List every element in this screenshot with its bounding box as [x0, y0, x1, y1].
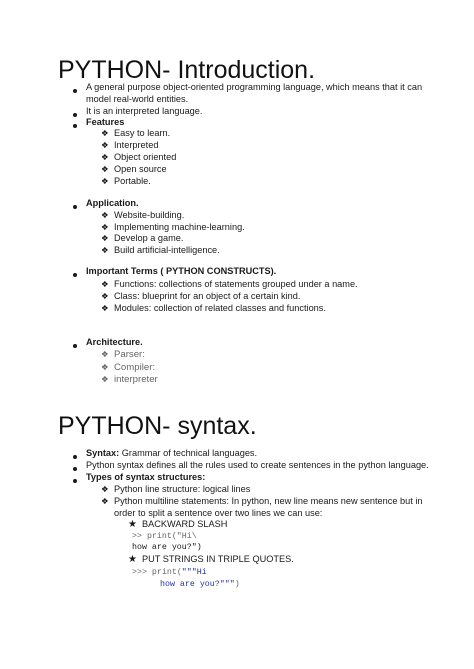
term-item: Functions: collections of statements grouped under a name. — [114, 279, 358, 289]
diamond-bullet-icon: ❖ — [101, 279, 109, 289]
diamond-bullet-icon: ❖ — [101, 496, 109, 506]
diamond-bullet-icon: ❖ — [101, 176, 109, 186]
code-function: print( — [151, 568, 182, 577]
code-prompt: >> — [132, 532, 147, 541]
diamond-bullet-icon: ❖ — [101, 140, 109, 150]
application-item: Website-building. — [114, 210, 185, 220]
diamond-bullet-icon: ❖ — [101, 222, 109, 232]
feature-item: Object oriented — [114, 152, 177, 162]
intro-bullet-1-cont: model real-world entities. — [86, 94, 189, 104]
star-bullet-icon: ★ — [128, 519, 137, 530]
bullet-icon — [73, 124, 77, 128]
triple-quotes-method-label: PUT STRINGS IN TRIPLE QUOTES. — [142, 554, 294, 564]
code-line — [132, 531, 197, 542]
bullet-icon — [73, 205, 77, 209]
code-line: how are you?") — [132, 543, 202, 552]
architecture-item: Parser: — [114, 349, 145, 360]
intro-bullet-2: It is an interpreted language. — [86, 106, 203, 116]
feature-item: Easy to learn. — [114, 128, 171, 138]
bullet-icon — [73, 467, 77, 471]
page-title-syntax: PYTHON- syntax. — [58, 412, 257, 440]
terms-label: Important Terms ( PYTHON CONSTRUCTS). — [86, 266, 277, 276]
syntax-bullet-1 — [86, 448, 257, 460]
syntax-label: Syntax: — [86, 448, 120, 458]
code-function: ) — [234, 580, 240, 589]
architecture-label: Architecture. — [86, 337, 143, 347]
bullet-icon — [73, 89, 77, 93]
bullet-icon — [73, 113, 77, 117]
feature-item: Portable. — [114, 176, 151, 186]
diamond-bullet-icon: ❖ — [101, 374, 109, 384]
diamond-bullet-icon: ❖ — [101, 128, 109, 138]
diamond-bullet-icon: ❖ — [101, 349, 109, 359]
architecture-item: Compiler: — [114, 362, 156, 373]
bullet-icon — [73, 479, 77, 483]
application-item: Develop a game. — [114, 233, 184, 243]
code-string: how are you?""" — [160, 580, 235, 589]
diamond-bullet-icon: ❖ — [101, 245, 109, 255]
term-item: Class: blueprint for an object of a certain kind. — [114, 291, 301, 301]
backslash-method-label: BACKWARD SLASH — [142, 519, 228, 529]
intro-bullet-1: A general purpose object-oriented programming language, which means that it can — [86, 82, 423, 92]
bullet-icon — [73, 344, 77, 348]
application-item: Implementing machine-learning. — [114, 222, 245, 232]
code-string: """Hi — [181, 568, 207, 577]
diamond-bullet-icon: ❖ — [101, 152, 109, 162]
code-line — [160, 579, 240, 590]
diamond-bullet-icon: ❖ — [101, 233, 109, 243]
code-text: print("Hi\ — [146, 532, 197, 541]
term-item: Modules: collection of related classes and functions. — [114, 303, 326, 313]
architecture-item: interpreter — [114, 374, 158, 385]
application-label: Application. — [86, 198, 139, 208]
types-label: Types of syntax structures: — [86, 472, 206, 482]
syntax-type-1: Python line structure: logical lines — [114, 484, 251, 494]
syntax-type-2-cont: order to split a sentence over two lines we can use: — [114, 508, 323, 518]
application-item: Build artificial-intelligence. — [114, 245, 220, 255]
code-prompt: >>> — [132, 568, 152, 577]
feature-item: Interpreted — [114, 140, 159, 150]
diamond-bullet-icon: ❖ — [101, 362, 109, 372]
diamond-bullet-icon: ❖ — [101, 291, 109, 301]
star-bullet-icon: ★ — [128, 554, 137, 565]
syntax-type-2: Python multiline statements: In python, new line means new sentence but in — [114, 496, 423, 506]
features-label: Features — [86, 117, 125, 127]
bullet-icon — [73, 455, 77, 459]
diamond-bullet-icon: ❖ — [101, 303, 109, 313]
diamond-bullet-icon: ❖ — [101, 210, 109, 220]
syntax-bullet-2: Python syntax defines all the rules used to create sentences in the python language. — [86, 460, 429, 470]
bullet-icon — [73, 273, 77, 277]
diamond-bullet-icon: ❖ — [101, 164, 109, 174]
syntax-definition: Grammar of technical languages. — [119, 448, 258, 458]
feature-item: Open source — [114, 164, 167, 174]
code-line — [132, 567, 207, 578]
page-title-introduction: PYTHON- Introduction. — [58, 56, 316, 84]
diamond-bullet-icon: ❖ — [101, 484, 109, 494]
